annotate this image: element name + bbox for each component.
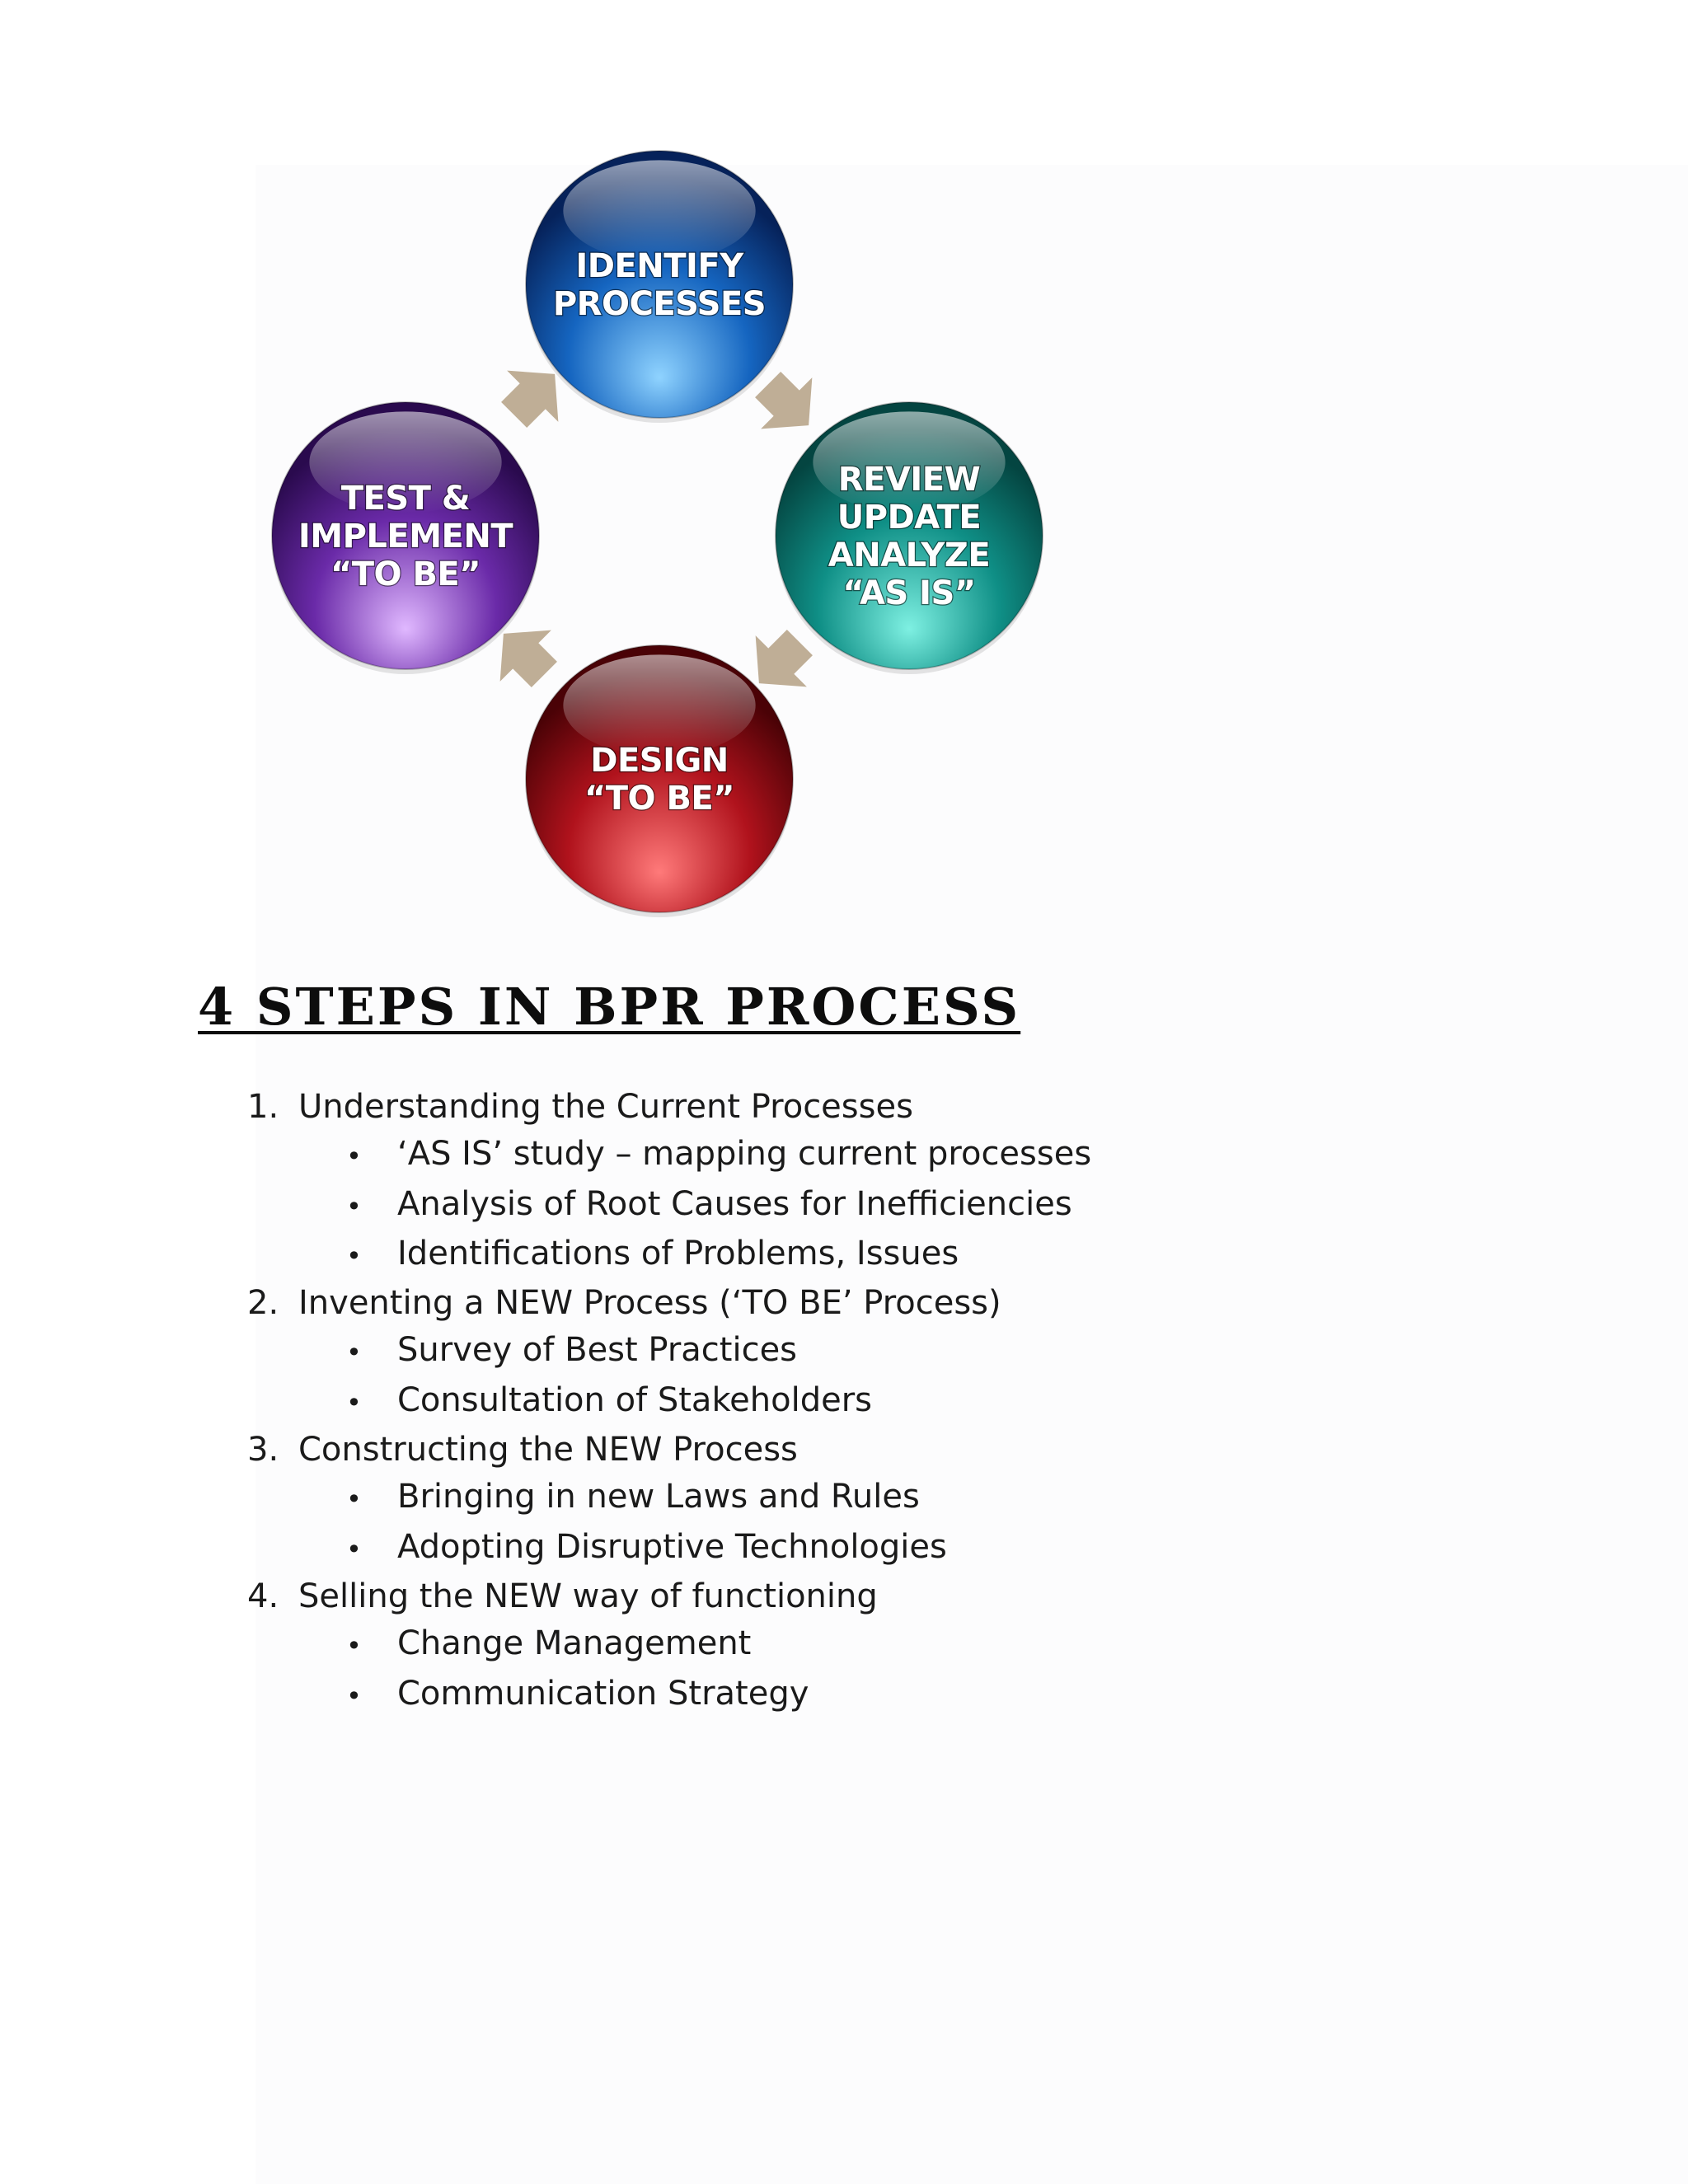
sphere-label: “TO BE” — [584, 780, 735, 818]
sub-item-text: Consultation of Stakeholders — [397, 1380, 873, 1419]
bullet-icon: • — [346, 1386, 362, 1418]
bullet-icon: • — [346, 1680, 362, 1712]
step-number: 1. — [247, 1088, 279, 1126]
bullet-icon: • — [346, 1190, 362, 1222]
sub-list — [247, 1474, 1484, 1573]
step-title: Inventing a NEW Process (‘TO BE’ Process) — [298, 1284, 1001, 1323]
sub-item-text: Communication Strategy — [397, 1674, 809, 1713]
step-title: Understanding the Current Processes — [298, 1088, 913, 1126]
bullet-icon: • — [346, 1533, 362, 1565]
step-item — [247, 1573, 1484, 1720]
sphere-label: DESIGN — [590, 742, 729, 780]
bullet-icon: • — [346, 1337, 362, 1369]
step-item — [247, 1084, 1484, 1280]
sub-item-text: ‘AS IS’ study – mapping current processes — [397, 1135, 1092, 1174]
bullet-icon: • — [346, 1240, 362, 1272]
sub-item — [346, 1327, 1484, 1376]
sphere-label: “AS IS” — [842, 574, 976, 612]
sub-item — [346, 1671, 1484, 1720]
sub-item — [346, 1474, 1484, 1523]
sub-item-text: Bringing in new Laws and Rules — [397, 1478, 920, 1516]
bullet-icon: • — [346, 1141, 362, 1173]
page-heading: 4 STEPS IN BPR PROCESS — [198, 977, 1021, 1037]
sub-item — [346, 1524, 1484, 1573]
steps-list — [247, 1084, 1484, 1720]
sphere-design — [526, 645, 793, 917]
sub-list — [247, 1620, 1484, 1720]
sub-item-text: Analysis of Root Causes for Inefficiencies — [397, 1184, 1072, 1223]
sub-item — [346, 1620, 1484, 1670]
sphere-label: PROCESSES — [552, 285, 767, 323]
step-number: 3. — [247, 1431, 279, 1469]
step-number: 2. — [247, 1284, 279, 1323]
sphere-label: TEST & — [340, 480, 471, 518]
sphere-label: REVIEW — [837, 461, 981, 499]
sphere-label: IMPLEMENT — [298, 518, 513, 555]
sphere-label: “TO BE” — [330, 555, 481, 593]
sphere-identify — [526, 151, 793, 423]
sub-item — [346, 1377, 1484, 1427]
sub-item — [346, 1131, 1484, 1180]
step-item — [247, 1427, 1484, 1573]
sub-item — [346, 1181, 1484, 1230]
sphere-label: IDENTIFY — [575, 247, 743, 285]
sub-item-text: Change Management — [397, 1624, 752, 1663]
sub-item-text: Survey of Best Practices — [397, 1331, 798, 1370]
sphere-label: UPDATE — [837, 499, 982, 537]
sub-list — [247, 1131, 1484, 1280]
step-title: Constructing the NEW Process — [298, 1431, 798, 1469]
sphere-label: ANALYZE — [828, 537, 991, 574]
bpr-cycle-diagram — [247, 132, 1071, 923]
bullet-icon: • — [346, 1630, 362, 1662]
sub-item-text: Identifications of Problems, Issues — [397, 1234, 959, 1272]
sphere-test — [272, 402, 539, 674]
sub-item-text: Adopting Disruptive Technologies — [397, 1527, 947, 1566]
sphere-review — [776, 402, 1043, 674]
step-title: Selling the NEW way of functioning — [298, 1577, 878, 1615]
sub-item — [346, 1230, 1484, 1280]
bullet-icon: • — [346, 1483, 362, 1516]
step-item — [247, 1280, 1484, 1427]
sub-list — [247, 1327, 1484, 1427]
step-number: 4. — [247, 1577, 279, 1615]
